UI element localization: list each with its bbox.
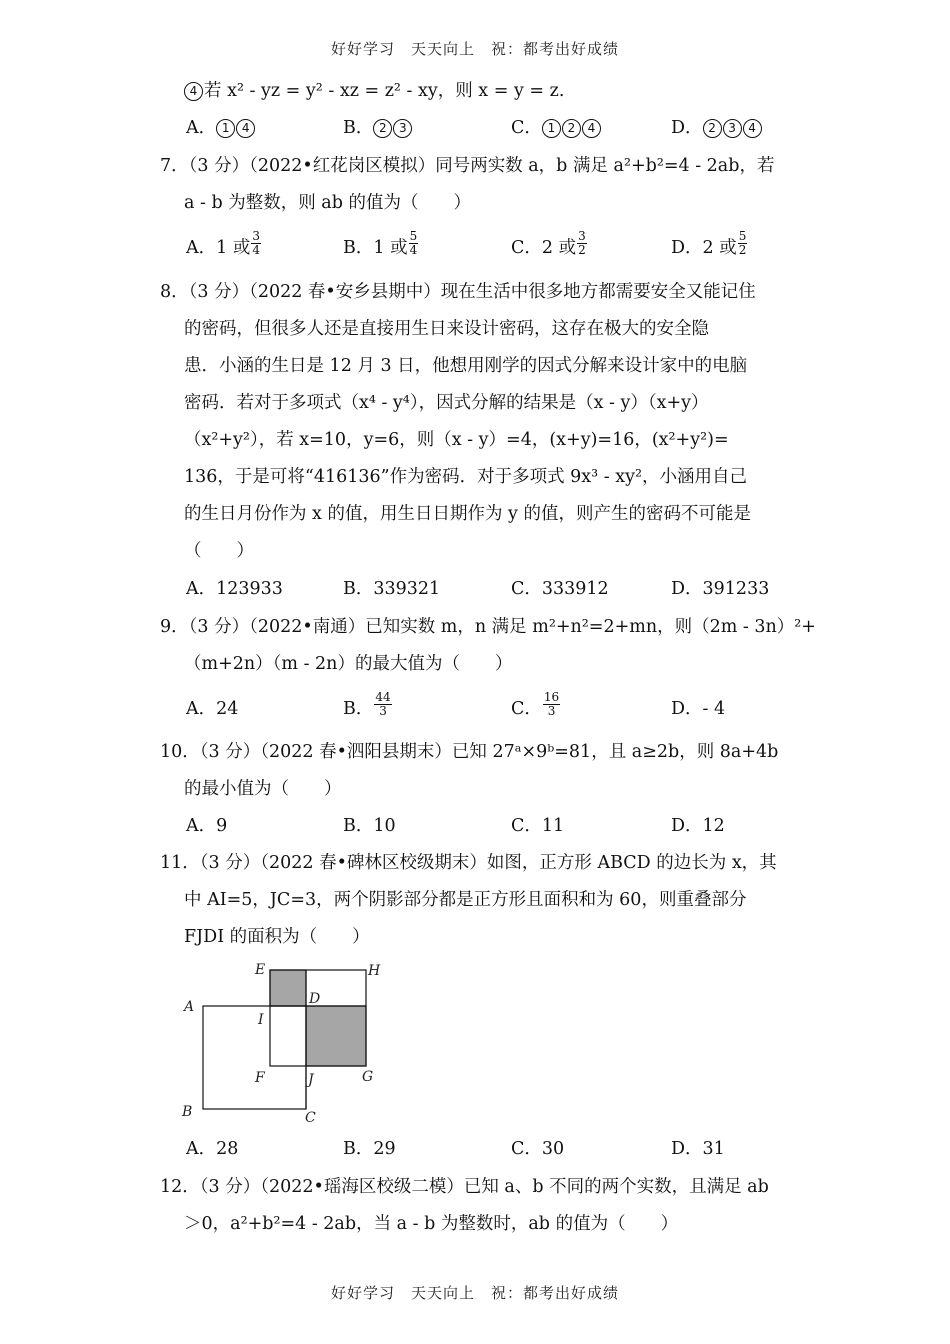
option-text: 24 [216, 699, 239, 719]
q11-option-a[interactable]: A．28 [186, 1139, 239, 1159]
fraction-numerator: 16 [543, 690, 560, 704]
q9-option-a[interactable] [186, 697, 238, 721]
q12-line-2: ＞0，a²+b²=4 - 2ab，当 a - b 为整数时，ab 的值为（ ） [184, 1214, 679, 1234]
q8-option-c[interactable]: C．333912 [511, 579, 609, 599]
label-f: F [255, 1070, 265, 1086]
option-letter: C． [511, 699, 542, 719]
circled-number-icon: 2 [373, 119, 392, 138]
option-letter: B． [343, 118, 374, 138]
shaded-square-small [270, 970, 306, 1006]
q10-option-a[interactable]: A．9 [186, 816, 228, 836]
circled-number-icon: 4 [184, 82, 203, 101]
q7-line-2: a - b 为整数，则 ab 的值为（ ） [184, 193, 471, 213]
q11-option-c[interactable]: C．30 [511, 1139, 565, 1159]
q10-option-d[interactable]: D．12 [671, 816, 725, 836]
fraction-numerator: 5 [409, 229, 418, 243]
q8-line-7: 的生日月份作为 x 的值，用生日日期作为 y 的值，则产生的密码不可能是 [184, 504, 752, 524]
q7-line-1: 7．（3 分）（2022•红花岗区模拟）同号两实数 a，b 满足 a²+b²=4 - 2ab，若 [160, 156, 775, 176]
q6-option-a[interactable] [186, 116, 256, 140]
q7-option-b[interactable] [343, 229, 419, 260]
fraction-numerator: 44 [375, 690, 391, 704]
q11-figure [178, 958, 398, 1128]
q9-option-d[interactable] [671, 697, 725, 721]
circled-number-icon: 4 [236, 119, 255, 138]
page-footer: 好好学习 天天向上 祝：都考出好成绩 [330, 1284, 619, 1302]
square-diagram [178, 958, 398, 1128]
q8-option-a[interactable]: A．123933 [186, 579, 283, 599]
q11-line-2: 中 AI=5，JC=3，两个阴影部分都是正方形且面积和为 60，则重叠部分 [184, 890, 747, 910]
q9-line-1: 9．（3 分）（2022•南通）已知实数 m，n 满足 m²+n²=2+mn，则（2m - 3n）²+ [160, 617, 816, 637]
q6-item4-pre: 若 [204, 81, 228, 101]
q8-option-b[interactable]: B．339321 [343, 579, 441, 599]
q8-line-6: 136，于是可将“416136”作为密码．对于多项式 9x³ - xy²，小涵用自己 [184, 467, 747, 487]
fraction-denominator: 2 [738, 243, 747, 257]
q9-option-b[interactable] [343, 690, 393, 721]
option-letter: B． [343, 238, 374, 258]
fraction-numerator: 3 [578, 229, 586, 243]
fraction [374, 691, 391, 718]
q8-line-8: （ ） [184, 541, 254, 561]
q10-line-2: 的最小值为（ ） [184, 779, 342, 799]
option-letter: C． [511, 118, 542, 138]
q8-line-2: 的密码，但很多人还是直接用生日来设计密码，这存在极大的安全隐 [184, 319, 709, 339]
circled-number-icon: 1 [216, 119, 235, 138]
q6-item4 [184, 79, 564, 103]
q11-option-d[interactable]: D．31 [671, 1139, 725, 1159]
fraction [738, 230, 748, 257]
q7-option-c[interactable] [511, 229, 588, 260]
circled-number-icon: 2 [562, 119, 581, 138]
fraction-denominator: 3 [379, 704, 387, 718]
option-text: 1 或 [216, 238, 251, 258]
q8-option-d[interactable]: D．391233 [671, 579, 770, 599]
page-header: 好好学习 天天向上 祝：都考出好成绩 [330, 40, 619, 58]
label-e: E [255, 962, 266, 978]
fraction [251, 230, 261, 257]
fraction-numerator: 3 [252, 229, 260, 243]
q6-option-d[interactable] [671, 116, 763, 140]
q11-line-1: 11．（3 分）（2022 春•碑林区校级期末）如图，正方形 ABCD 的边长为 x，其 [160, 853, 777, 873]
q7-option-a[interactable] [186, 229, 262, 260]
fraction [409, 230, 419, 257]
label-g: G [362, 1069, 374, 1085]
option-letter: D． [671, 118, 703, 138]
q6-option-c[interactable] [511, 116, 602, 140]
q11-line-3: FJDI 的面积为（ ） [184, 927, 370, 947]
fraction [543, 691, 560, 718]
option-text: - 4 [702, 699, 726, 719]
q6-option-b[interactable] [343, 116, 413, 140]
option-letter: D． [671, 699, 703, 719]
q8-line-1: 8．（3 分）（2022 春•安乡县期中）现在生活中很多地方都需要安全又能记住 [160, 282, 756, 302]
option-letter: A． [186, 238, 217, 258]
q10-option-b[interactable]: B．10 [343, 816, 396, 836]
label-j: J [308, 1072, 314, 1088]
option-letter: B． [343, 699, 374, 719]
q7-option-d[interactable] [671, 229, 748, 260]
option-letter: A． [186, 699, 217, 719]
shaded-square-large [306, 1006, 366, 1066]
option-letter: C． [511, 238, 542, 258]
q10-line-1: 10．（3 分）（2022 春•泗阳县期末）已知 27ᵃ×9ᵇ=81，且 a≥2b，则 8a+4b [160, 742, 779, 762]
label-c: C [305, 1110, 316, 1126]
q6-item4-expr: x² - yz = y² - xz = z² - xy，则 x = y = z. [227, 81, 565, 101]
circled-number-icon: 3 [723, 119, 742, 138]
label-i: I [258, 1012, 264, 1028]
q8-line-3: 患．小涵的生日是 12 月 3 日，他想用刚学的因式分解来设计家中的电脑 [184, 356, 748, 376]
square-abcd [203, 1006, 306, 1109]
option-text: 2 或 [702, 238, 737, 258]
label-d: D [309, 991, 321, 1007]
circled-number-icon: 1 [542, 119, 561, 138]
circled-number-icon: 4 [743, 119, 762, 138]
circled-number-icon: 4 [582, 119, 601, 138]
fraction-numerator: 5 [738, 229, 747, 243]
option-text: 1 或 [373, 238, 408, 258]
fraction-denominator: 4 [409, 243, 418, 257]
circled-number-icon: 2 [703, 119, 722, 138]
option-letter: A． [186, 118, 217, 138]
q9-line-2: （m+2n）（m - 2n）的最大值为（ ） [184, 654, 513, 674]
option-text: 2 或 [541, 238, 577, 258]
fraction-denominator: 4 [252, 243, 260, 257]
label-h: H [368, 963, 381, 979]
fraction-denominator: 3 [547, 704, 556, 718]
label-b: B [182, 1104, 193, 1120]
q8-line-4: 密码．若对于多项式（x⁴ - y⁴），因式分解的结果是（x - y）（x+y） [184, 393, 709, 413]
q9-option-c[interactable] [511, 690, 561, 721]
fraction-denominator: 2 [578, 243, 586, 257]
q8-line-5: （x²+y²），若 x=10，y=6，则（x - y）=4，(x+y)=16，(x²+y²)= [184, 430, 729, 450]
fraction [577, 230, 587, 257]
q10-option-c[interactable]: C．11 [511, 816, 565, 836]
q12-line-1: 12．（3 分）（2022•瑶海区校级二模）已知 a、b 不同的两个实数，且满足 ab [160, 1177, 769, 1197]
q11-option-b[interactable]: B．29 [343, 1139, 396, 1159]
option-letter: D． [671, 238, 703, 258]
circled-number-icon: 3 [393, 119, 412, 138]
label-a: A [184, 999, 195, 1015]
